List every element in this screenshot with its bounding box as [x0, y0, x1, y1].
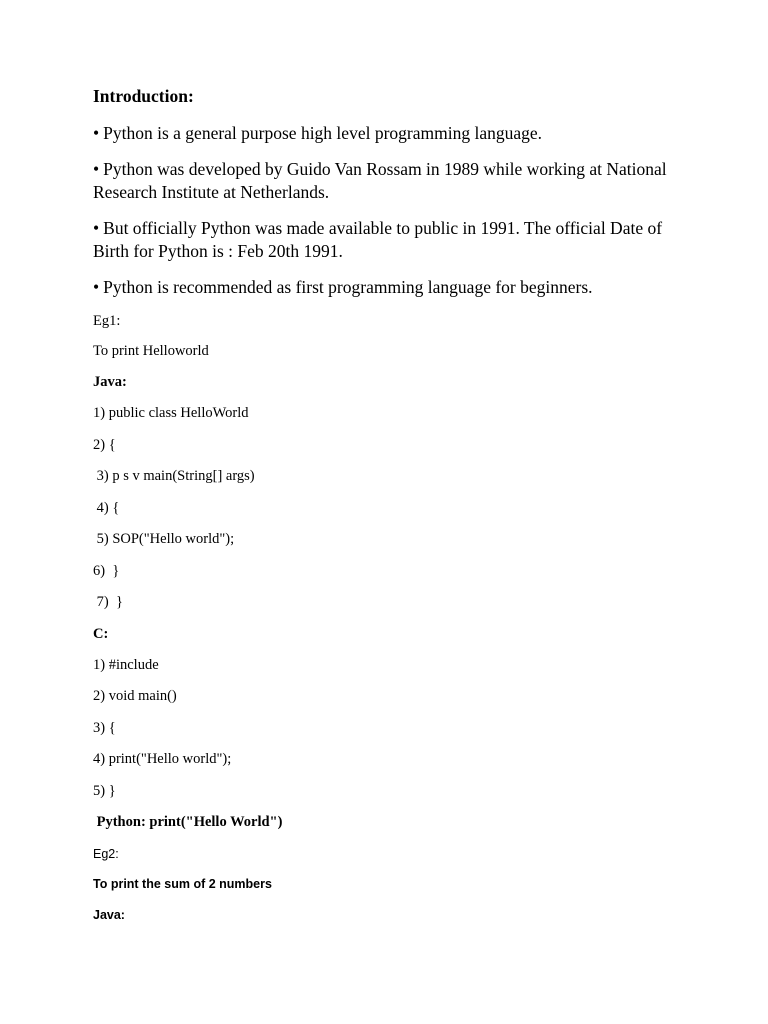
bullet-item — [93, 122, 693, 145]
bullet-icon: • — [93, 218, 100, 238]
language-label-c: C: — [93, 626, 109, 642]
code-line: 7) } — [93, 594, 123, 610]
bullet-text: Python is recommended as first programming language for beginners. — [103, 277, 593, 297]
code-line: 3) p s v main(String[] args) — [93, 468, 255, 484]
language-label-java: Java: — [93, 374, 127, 390]
python-example: Python: print("Hello World") — [93, 814, 283, 830]
bullet-text: Python is a general purpose high level programming language. — [103, 123, 542, 143]
code-line: 3) { — [93, 720, 116, 736]
code-line: 5) } — [93, 783, 116, 799]
bullet-icon: • — [93, 277, 100, 297]
example-title: To print Helloworld — [93, 343, 209, 359]
bullet-item — [93, 276, 693, 299]
code-line: 5) SOP("Hello world"); — [93, 531, 235, 547]
bullet-item — [93, 217, 693, 263]
example-label: Eg1: — [93, 313, 121, 329]
code-line: 2) { — [93, 437, 116, 453]
code-line: 1) #include — [93, 657, 159, 673]
code-line: 6) } — [93, 563, 120, 579]
language-label-java: Java: — [93, 908, 125, 922]
bullet-text: Python was developed by Guido Van Rossam in 1989 while working at National Research Institute at Netherlands. — [93, 159, 667, 202]
example-label: Eg2: — [93, 847, 119, 861]
section-heading: Introduction: — [93, 86, 194, 106]
bullet-item — [93, 158, 693, 204]
bullet-text: But officially Python was made available to public in 1991. The official Date of Birth for Python is : Feb 20th 1991. — [93, 218, 663, 261]
code-line: 4) { — [93, 500, 120, 516]
code-line: 1) public class HelloWorld — [93, 405, 249, 421]
code-line: 4) print("Hello world"); — [93, 751, 232, 767]
example-title: To print the sum of 2 numbers — [93, 877, 272, 891]
bullet-icon: • — [93, 159, 100, 179]
code-line: 2) void main() — [93, 688, 177, 704]
bullet-icon: • — [93, 123, 100, 143]
